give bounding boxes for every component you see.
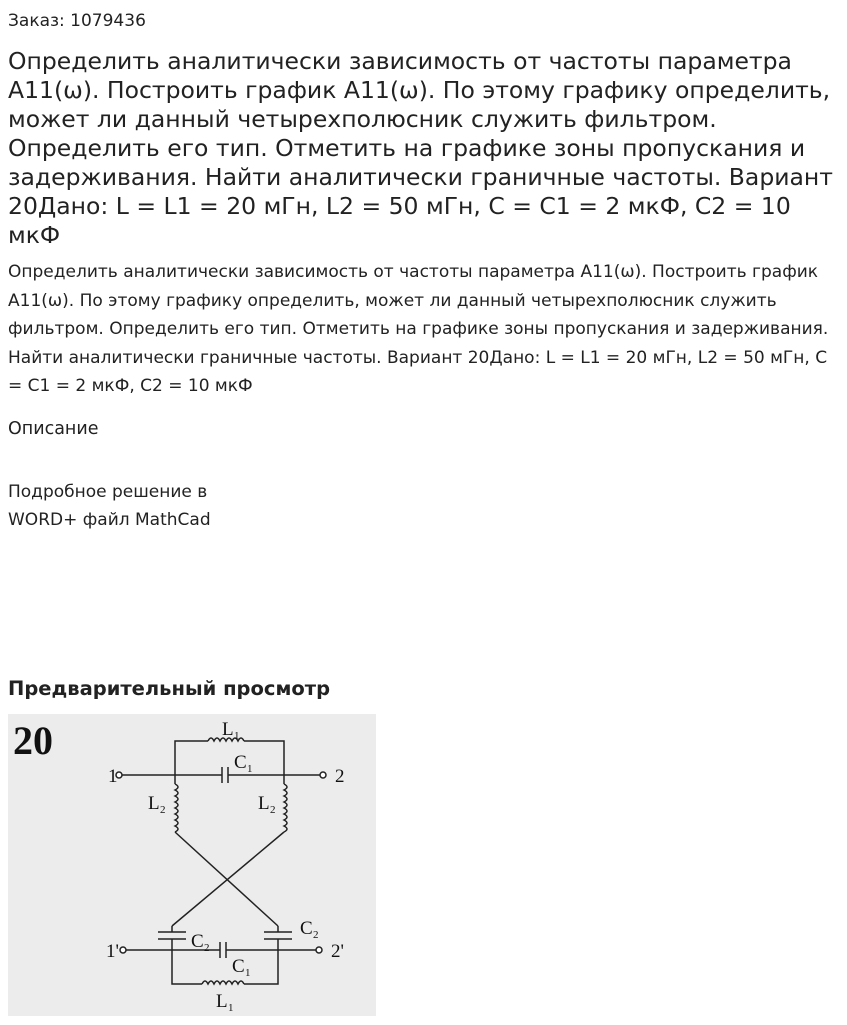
- circuit-label: C: [234, 752, 247, 773]
- circuit-label: L: [216, 991, 228, 1012]
- description-heading: Описание: [8, 419, 99, 439]
- circuit-label: 2: [270, 804, 276, 816]
- circuit-label: 1: [245, 967, 251, 979]
- order-number: Заказ: 1079436: [8, 11, 146, 31]
- circuit-label: 1: [234, 730, 240, 742]
- circuit-label: 1: [108, 766, 118, 787]
- description-text: Подробное решение в WORD+ файл MathCad: [8, 482, 211, 530]
- circuit-label: 2: [204, 942, 210, 954]
- task-text: Определить аналитически зависимость от частоты параметра А11(ω). Построить график А11(ω). По этому графику определить, может ли данный четырехполюсник служить фильтром. Определить его тип. Отметить на графике зоны пропускания и задерживания. Найти аналитически граничные частоты. Вариант 20Дано: L = L1 = 20 мГн, L2 = 50 мГн, C = C1 = 2 мкФ, C2 = 10 мкФ: [8, 262, 829, 397]
- preview-heading: Предварительный просмотр: [8, 677, 331, 700]
- variant-number: 20: [13, 718, 53, 763]
- circuit-label: L: [148, 793, 160, 814]
- circuit-label: 2: [160, 804, 166, 816]
- circuit-label: 2': [331, 941, 344, 962]
- circuit-label: L: [222, 719, 234, 740]
- circuit-label: 1: [228, 1002, 234, 1014]
- circuit-label: C: [300, 918, 313, 939]
- circuit-preview-image[interactable]: [8, 714, 376, 1016]
- circuit-diagram: [8, 714, 376, 1016]
- page-title: Определить аналитически зависимость от частоты параметра А11(ω). Построить график А11(ω). По этому графику определить, может ли данный четырехполюсник служить фильтром. Определить его тип. Отметить на графике зоны пропускания и задерживания. Найти аналитически граничные частоты. Вариант 20Дано: L = L1 = 20 мГн, L2 = 50 мГн, C = C1 = 2 мкФ, C2 = 10 мкФ: [8, 47, 833, 249]
- circuit-label: 1: [247, 763, 253, 775]
- circuit-label: 2: [313, 929, 319, 941]
- circuit-label: L: [258, 793, 270, 814]
- circuit-label: 2: [335, 766, 345, 787]
- circuit-label: C: [232, 956, 245, 977]
- circuit-label: C: [191, 931, 204, 952]
- circuit-label: 1': [106, 941, 119, 962]
